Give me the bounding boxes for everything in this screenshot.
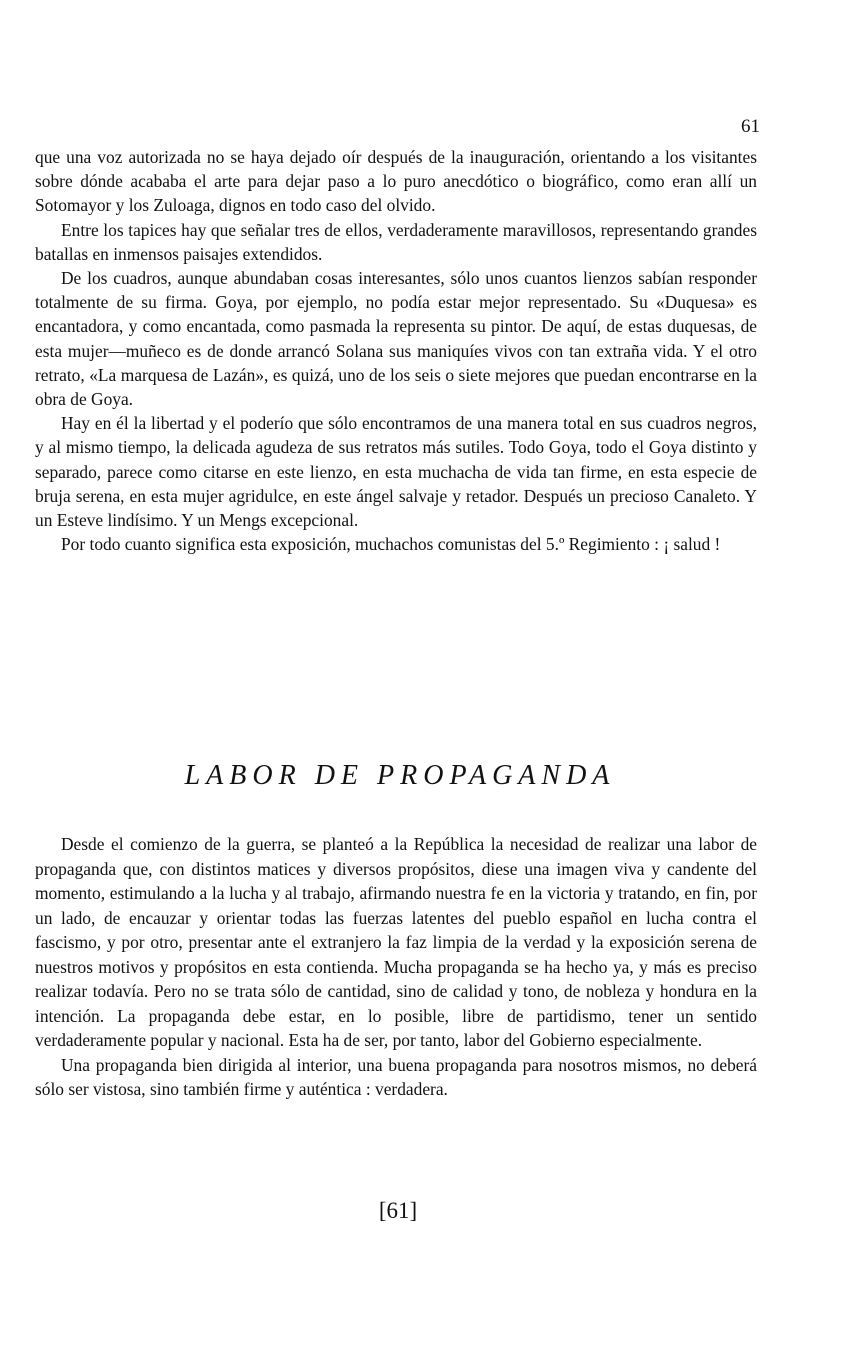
paragraph: Por todo cuanto significa esta exposición, muchachos comunistas del 5.º Regimiento : ¡ salud !	[61, 534, 721, 555]
paragraph: De los cuadros, aunque abundaban cosas interesantes, sólo unos cuantos lienzos sabían responder totalmente de su firma. Goya, por ejemplo, no podía estar mejor representado. Su «Duquesa» es encantadora, y como encantada, como pasmada la representa su pintor. De aquí, de estas duquesas, de esta mujer—muñeco es de donde arrancó Solana sus maniquíes vivos con tan extraña vida. Y el otro retrato, «La marquesa de Lazán», es quizá, uno de los seis o siete mejores que puedan encontrarse en la obra de Goya.	[35, 268, 757, 410]
page-number-bottom: [61]	[378, 1198, 418, 1223]
page-number-top: 61	[741, 116, 760, 137]
paragraph: que una voz autorizada no se haya dejado oír después de la inauguración, orientando a los visitantes sobre dónde acababa el arte para dejar paso a lo puro anecdótico o biográfico, como eran allí un Sotomayor y los Zuloaga, dignos en todo caso del olvido.	[35, 147, 757, 216]
paragraph: Entre los tapices hay que señalar tres de ellos, verdaderamente maravillosos, representando grandes batallas en inmensos paisajes extendidos.	[35, 219, 757, 264]
paragraph: Una propaganda bien dirigida al interior, una buena propaganda para nosotros mismos, no deberá sólo ser vistosa, sino también firme y auténtica : verdadera.	[35, 1054, 757, 1099]
section-title: LABOR DE PROPAGANDA	[184, 760, 616, 791]
article-labor-de-propaganda	[35, 832, 757, 1102]
paragraph: Hay en él la libertad y el poderío que sólo encontramos de una manera total en sus cuadros negros, y al mismo tiempo, la delicada agudeza de sus retratos más sutiles. Todo Goya, todo el Goya distinto y separado, parece como citarse en este lienzo, en esta muchacha de vida tan firme, en esta especie de bruja serena, en esta mujer agridulce, en este ángel salvaje y retador. Después un precioso Canaleto. Y un Esteve lindísimo. Y un Mengs excepcional.	[35, 413, 757, 531]
article-continuation	[35, 145, 757, 556]
paragraph: Desde el comienzo de la guerra, se planteó a la República la necesidad de realizar una labor de propaganda que, con distintos matices y diversos propósitos, diese una imagen viva y candente del momento, estimulando a la lucha y al trabajo, afirmando nuestra fe en la victoria y tratando, en fin, por un lado, de encauzar y orientar todas las fuerzas latentes del pueblo español en lucha contra el fascismo, y por otro, presentar ante el extranjero la faz limpia de la verdad y la exposición serena de nuestros motivos y propósitos en esta contienda. Mucha propaganda se ha hecho ya, y más es preciso realizar todavía. Pero no se trata sólo de cantidad, sino de calidad y tono, de nobleza y hondura en la intención. La propaganda debe estar, en lo posible, libre de partidismo, tener un sentido verdaderamente popular y nacional. Esta ha de ser, por tanto, labor del Gobierno especialmente.	[35, 834, 757, 1050]
